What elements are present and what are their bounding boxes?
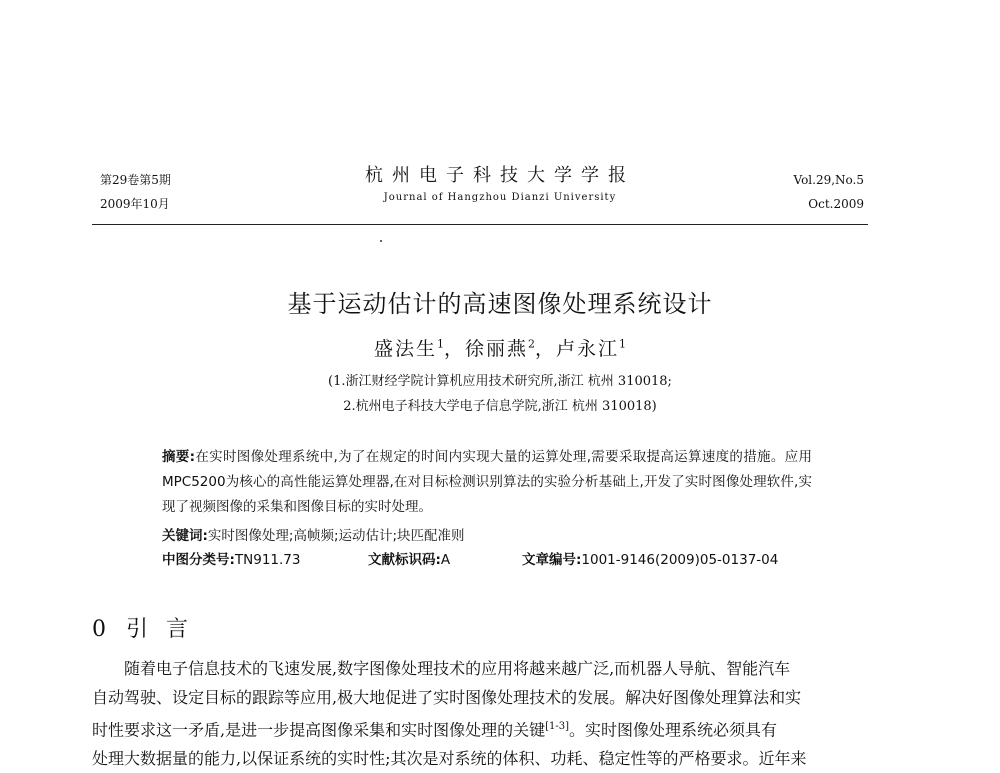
classification-label: 中图分类号: [162,552,235,568]
body-line: 随着电子信息技术的飞速发展,数字图像处理技术的应用将越来越广泛,而机器人导航、智能汽车 [124,659,791,678]
body-line: 自动驾驶、设定目标的跟踪等应用,极大地促进了实时图像处理技术的发展。解决好图像处理算法和实 [92,688,802,707]
body-line: 处理大数据量的能力,以保证系统的实时性;其次是对系统的体积、功耗、稳定性等的严格要求。近年来 [92,749,807,769]
article-number-label: 文章编号: [522,552,582,568]
body-line-text: 。实时图像处理系统必须具有 [569,720,778,740]
author-affiliation-mark: 1 [619,337,627,351]
journal-masthead [300,162,700,206]
header-volume-cn: 第29卷第5期 [100,173,171,187]
journal-name-en: Journal of Hangzhou Dianzi University [383,192,617,203]
classification-value: TN911.73 [234,552,301,568]
header-divider [92,224,868,225]
abstract-label: 摘要: [162,449,196,465]
body-paragraph [92,654,872,773]
article-number [522,548,778,572]
body-line [92,712,872,744]
author-name: 盛法生 [373,338,437,360]
abstract-text: 在实时图像处理系统中,为了在规定的时间内实现大量的运算处理,需要采取提高运算速度的措施。应用MPC5200为核心的高性能运算处理器,在对目标检测识别算法的实验分析基础上,开发了实时图像处理软件,实现了视频图像的采集和图像目标的实时处理。 [162,449,812,515]
header-date-en: Oct.2009 [808,197,864,211]
author-name: 卢永江 [556,338,620,360]
affiliation-1: (1.浙江财经学院计算机应用技术研究所,浙江 杭州 310018; [328,374,672,389]
journal-name-cn: 杭州电子科技大学学报 [365,165,635,186]
scan-speck [380,240,382,242]
author-name: 徐丽燕 [464,338,528,360]
document-code-label: 文献标识码: [368,552,441,568]
header-volume-en: Vol.29,No.5 [793,173,864,187]
citation-ref: [1-3] [545,721,569,732]
body-line-text: 时性要求这一矛盾,是进一步提高图像采集和实时图像处理的关键 [92,720,546,740]
article-number-value: 1001-9146(2009)05-0137-04 [581,552,779,568]
section-title: 引言 [126,617,207,642]
affiliation-2: 2.杭州电子科技大学电子信息学院,浙江 杭州 310018) [343,399,657,414]
abstract [162,445,812,520]
keywords-label: 关键词: [162,528,208,544]
author-list [0,334,1000,361]
author-separator: ， [443,338,465,360]
author-separator: ， [535,338,557,360]
section-heading [92,612,206,643]
header-date-cn: 2009年10月 [100,197,170,211]
paper-title: 基于运动估计的高速图像处理系统设计 [287,290,713,318]
keywords-text: 实时图像处理;高帧频;运动估计;块匹配准则 [207,528,465,544]
section-number: 0 [92,617,106,642]
document-code [368,548,450,572]
classification-number [162,548,301,572]
header-volume-date-cn [100,168,171,216]
header-volume-date-en [794,168,865,216]
document-code-value: A [440,552,451,568]
author-affiliation-mark: 2 [528,337,535,351]
author-affiliation-mark: 1 [436,337,444,351]
keywords [162,524,465,548]
